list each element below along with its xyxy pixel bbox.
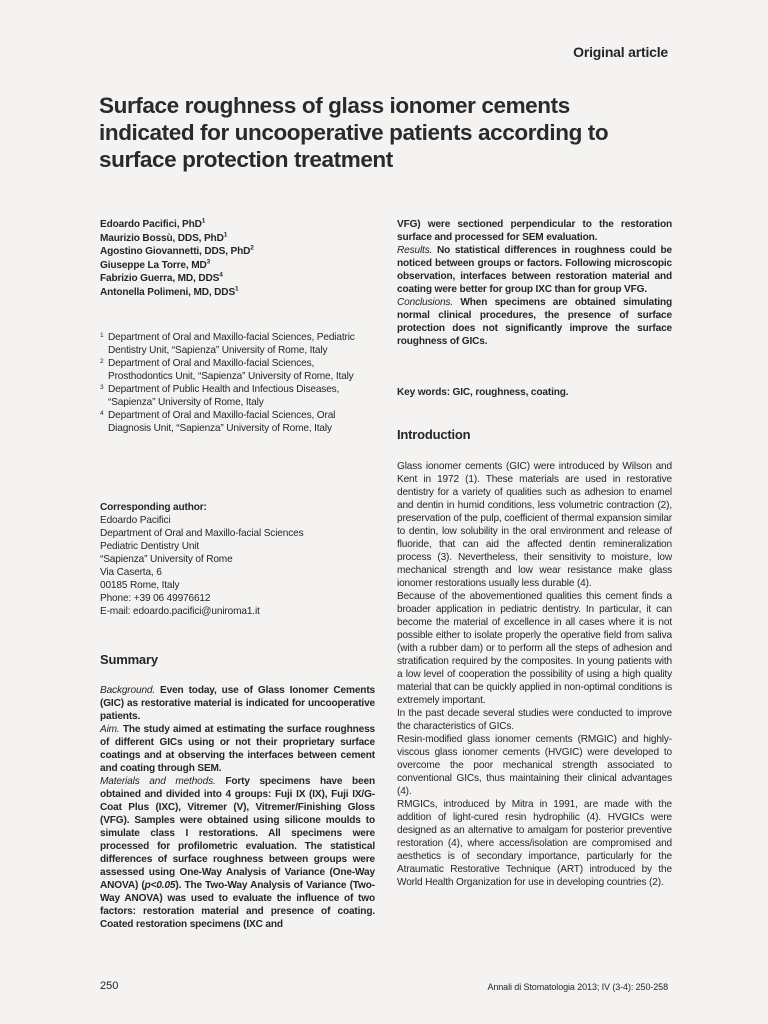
intro-paragraph: Resin-modified glass ionomer cements (RMGIC) and highly-viscous glass ionomer cements (HVGIC) were developed to overcome the poor mechanical strength associated to conventional GICs, thus maintaining their clinical advantages (4). [397, 734, 672, 797]
corresponding-line: 00185 Rome, Italy [100, 580, 180, 591]
summary-heading: Summary [100, 652, 158, 667]
corresponding-heading: Corresponding author: [100, 502, 207, 513]
introduction-heading: Introduction [397, 427, 471, 442]
corresponding-line: Pediatric Dentistry Unit [100, 541, 200, 552]
author: Agostino Giovannetti, DDS, PhD$^2$ [100, 244, 254, 257]
intro-paragraph: Glass ionomer cements (GIC) were introduced by Wilson and Kent in 1972 (1). These materials are used in restorative dentistry for a variety of qualities such as adhesion to enamel and dentin in humid conditions, less volumetric contraction (2), preservation of the pulp, coefficient of thermal expansion similar to dentin, low solubility in the oral environment and release of fluoride, that can aid the affected dentin remineralization process (3). Nevertheless, their sensitivity to moisture, low mechanical strength and low wear resistance make glass ionomer restorations usually less durable (4). [397, 461, 672, 589]
introduction-body [397, 460, 672, 889]
summary-body [100, 684, 375, 931]
corresponding-email[interactable]: E-mail: edoardo.pacifici@uniroma1.it [100, 606, 260, 617]
affiliation: 3 Department of Public Health and Infectious Diseases, “Sapienza” University of Rome, Italy [100, 384, 340, 408]
section-label: Original article [573, 44, 668, 60]
summary-results: Results. No statistical differences in roughness could be noticed between groups or factors. Following microscopic observation, interfaces between restoration material and coating were better for group IXC than for group VFG. [397, 245, 672, 295]
summary-methods: Materials and methods. Forty specimens have been obtained and divided into 4 groups: Fuji IX (IX), Fuji IX/G-Coat Plus (IXC), Vitremer (V), Vitremer/Finishing Gloss (VFG). Samples were obtained using silicone moulds to simulate class I restorations. All specimens were processed for profilometric evaluation. The statistical differences of surface roughness between groups were assessed using One-Way Analysis of Variance (One-Way ANOVA) (p<0.05). The Two-Way Analysis of Variance (Two-Way ANOVA) was used to evaluate the influence of two factors: restoration material and presence of coating. Coated restoration specimens (IXC and [100, 776, 375, 930]
article-title: Surface roughness of glass ionomer cements indicated for uncooperative patients according to surface protection treatment [99, 93, 609, 172]
affiliation-list [100, 331, 375, 435]
summary-aim: Aim. The study aimed at estimating the surface roughness of different GICs using or not their proprietary surface coatings and at observing the interfaces between cement and coating through SEM. [100, 724, 375, 774]
summary-methods-continued: VFG) were sectioned perpendicular to the restoration surface and processed for SEM evaluation. [397, 219, 672, 243]
author: Maurizio Bossù, DDS, PhD$^1$ [100, 231, 228, 244]
intro-paragraph: RMGICs, introduced by Mitra in 1991, are made with the addition of light-cured resin hydrophilic (4). HVGICs were designed as an alternative to amalgam for posterior preventive restoration (4), where access/isolation are compromised and aesthetics is of secondary importance, particularly for the Atraumatic Restorative Technique (ART) introduced by the World Health Organization for use in developing countries (2). [397, 799, 672, 888]
corresponding-line: Edoardo Pacifici [100, 515, 171, 526]
affiliation: 4 Department of Oral and Maxillo-facial Sciences, Oral Diagnosis Unit, “Sapienza” University of Rome, Italy [100, 410, 336, 434]
journal-citation: Annali di Stomatologia 2013; IV (3-4): 250-258 [487, 982, 668, 992]
corresponding-line: Department of Oral and Maxillo-facial Sciences [100, 528, 304, 539]
intro-paragraph: In the past decade several studies were conducted to improve the characteristics of GICs. [397, 708, 672, 732]
author: Giuseppe La Torre, $MD^3$ [100, 258, 211, 271]
corresponding-line: “Sapienza” University of Rome [100, 554, 233, 565]
affiliation: 2 Department of Oral and Maxillo-facial Sciences, Prosthodontics Unit, “Sapienza” University of Rome, Italy [100, 358, 354, 382]
corresponding-line: Via Caserta, 6 [100, 567, 162, 578]
author: Fabrizio Guerra, MD, DDS$^4$ [100, 271, 223, 284]
keywords: Key words: GIC, roughness, coating. [397, 387, 569, 398]
author-list [100, 218, 375, 299]
summary-conclusions: Conclusions. When specimens are obtained simulating normal clinical procedures, the presence of surface protection does not significantly improve the surface roughness of GICs. [397, 297, 673, 347]
page-number: 250 [100, 980, 119, 992]
corresponding-author [100, 501, 375, 618]
affiliation: 1 Department of Oral and Maxillo-facial Sciences, Pediatric Dentistry Unit, “Sapienza” University of Rome, Italy [100, 332, 355, 356]
author: Edoardo Pacifici, PhD$^1$ [100, 217, 206, 230]
intro-paragraph: Because of the abovementioned qualities this cement finds a broader application in pediatric dentistry. In particular, it can become the material of excellence in all cases where it is not possible either to isolate properly the operative field from saliva (with a rubber dam) or to perform all the steps of adhesion and stratification required by the composites. In young patients with a low level of cooperation the possibility of using a high quality material that can be quickly applied in non-optimal conditions is extremely important. [397, 591, 672, 706]
summary-continued [397, 218, 672, 348]
corresponding-line: Phone: +39 06 49976612 [100, 593, 211, 604]
summary-background: Background. Even today, use of Glass Ionomer Cements (GIC) as restorative material is indicated for uncooperative patients. [100, 685, 375, 722]
author: Antonella Polimeni, MD, DDS$^1$ [100, 285, 239, 298]
